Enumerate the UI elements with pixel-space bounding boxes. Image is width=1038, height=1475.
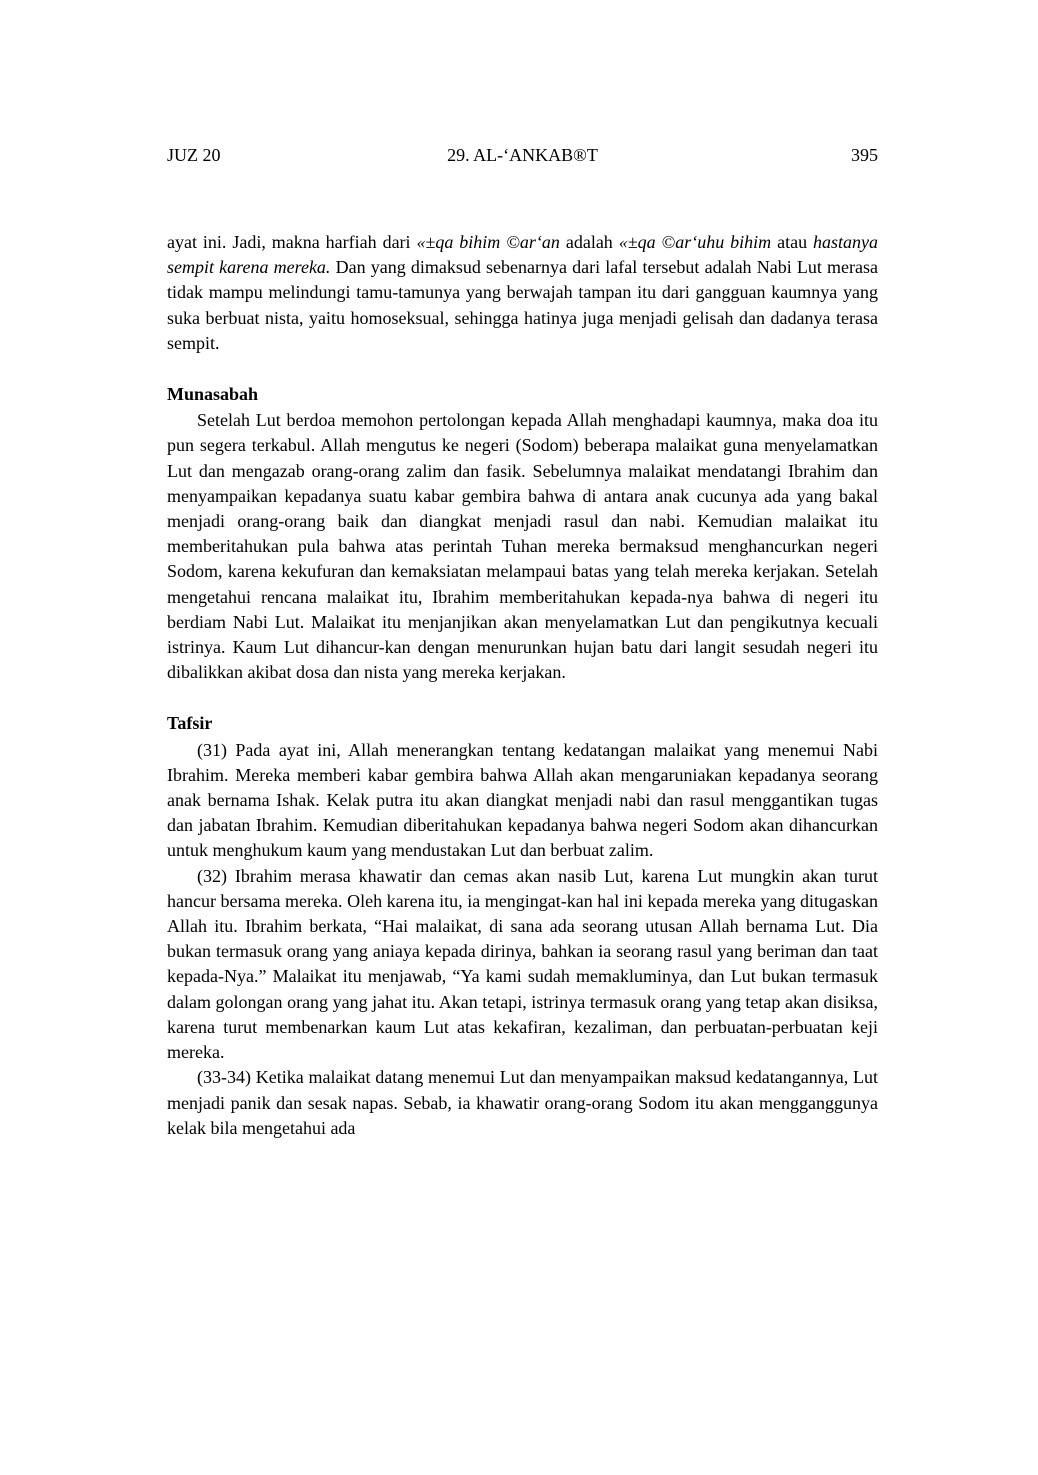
paragraph	[167, 230, 878, 356]
italic-text-run: «±qa ©ar‘uhu bihim	[618, 232, 772, 252]
surah-title: 29. AL-‘ANKAB®T	[447, 145, 598, 165]
paragraph	[167, 864, 878, 1066]
text-run: atau	[771, 232, 813, 252]
italic-text-run: «±qa bihim ©ar‘an	[416, 232, 560, 252]
text-run: (31) Pada ayat ini, Allah menerangkan tentang kedatangan malaikat yang menemui Nabi Ibrahim. Mereka memberi kabar gembira bahwa Allah akan mengaruniakan kepadanya seorang anak bernama Ishak. Kelak putra itu akan diangkat menjadi nabi dan rasul menggantikan tugas dan jabatan Ibrahim. Kemudian diberitahukan kepadanya bahwa negeri Sodom akan dihancurkan untuk menghukum kaum yang mendustakan Lut dan berbuat zalim.	[167, 739, 878, 861]
page-number: 395	[851, 145, 878, 165]
text-run: Setelah Lut berdoa memohon pertolongan kepada Allah menghadapi kaumnya, maka doa itu pun segera terkabul. Allah mengutus ke negeri (Sodom) beberapa malaikat guna menyelamatkan Lut dan mengazab orang-orang zalim dan fasik. Sebelumnya malaikat mendatangi Ibrahim dan menyampaikan kepadanya suatu kabar gembira bahwa di antara anak cucunya ada yang bakal menjadi orang-orang baik dan diangkat menjadi rasul dan nabi. Kemudian malaikat itu memberitahukan pula bahwa atas perintah Tuhan mereka bermaksud menghancurkan negeri Sodom, karena kekufuran dan kemaksiatan melampaui batas yang telah mereka kerjakan. Setelah mengetahui rencana malaikat itu, Ibrahim memberitahukan kepada-nya bahwa di negeri itu berdiam Nabi Lut. Malaikat itu menjanjikan akan menyelamatkan Lut dan pengikutnya kecuali istrinya. Kaum Lut dihancur-kan dengan menurunkan hujan batu dari langit sesudah negeri itu dibalikkan akibat dosa dan nista yang mereka kerjakan.	[167, 410, 878, 683]
page-content	[167, 143, 878, 1141]
italic-text-run: hastanya sempit karena mereka.	[167, 232, 878, 278]
paragraph	[167, 1065, 878, 1141]
paragraph	[167, 408, 878, 685]
document-body	[167, 230, 878, 1141]
text-run: (32) Ibrahim merasa khawatir dan cemas akan nasib Lut, karena Lut mungkin akan turut hancur bersama mereka. Oleh karena itu, ia mengingat-kan hal ini kepada mereka yang ditugaskan Allah itu. Ibrahim berkata, “Hai malaikat, di sana ada seorang utusan Allah bernama Lut. Dia bukan termasuk orang yang aniaya kepada dirinya, bahkan ia seorang rasul yang beriman dan taat kepada-Nya.” Malaikat itu menjawab, “Ya kami sudah memakluminya, dan Lut bukan termasuk dalam golongan orang yang jahat itu. Akan tetapi, istrinya termasuk orang yang tetap akan disiksa, karena turut membenarkan kaum Lut atas kekafiran, kezaliman, dan perbuatan-perbuatan keji mereka.	[167, 865, 878, 1063]
paragraph	[167, 738, 878, 864]
section-heading: Munasabah	[167, 384, 259, 405]
text-run: adalah	[559, 232, 619, 252]
section-heading: Tafsir	[167, 713, 213, 734]
text-run: (33-34) Ketika malaikat datang menemui Lut dan menyampaikan maksud kedatangannya, Lut menjadi panik dan sesak napas. Sebab, ia khawatir orang-orang Sodom itu akan mengganggunya kelak bila mengetahui ada	[167, 1067, 878, 1138]
text-run: ayat ini. Jadi, makna harfiah dari	[167, 232, 417, 252]
juz-label: JUZ 20	[167, 145, 221, 165]
running-header	[167, 143, 878, 168]
text-run: Dan yang dimaksud sebenarnya dari lafal tersebut adalah Nabi Lut merasa tidak mampu melindungi tamu-tamunya yang berwajah tampan itu dari gangguan kaumnya yang suka berbuat nista, yaitu homoseksual, sehingga hatinya juga menjadi gelisah dan dadanya terasa sempit.	[167, 257, 878, 353]
